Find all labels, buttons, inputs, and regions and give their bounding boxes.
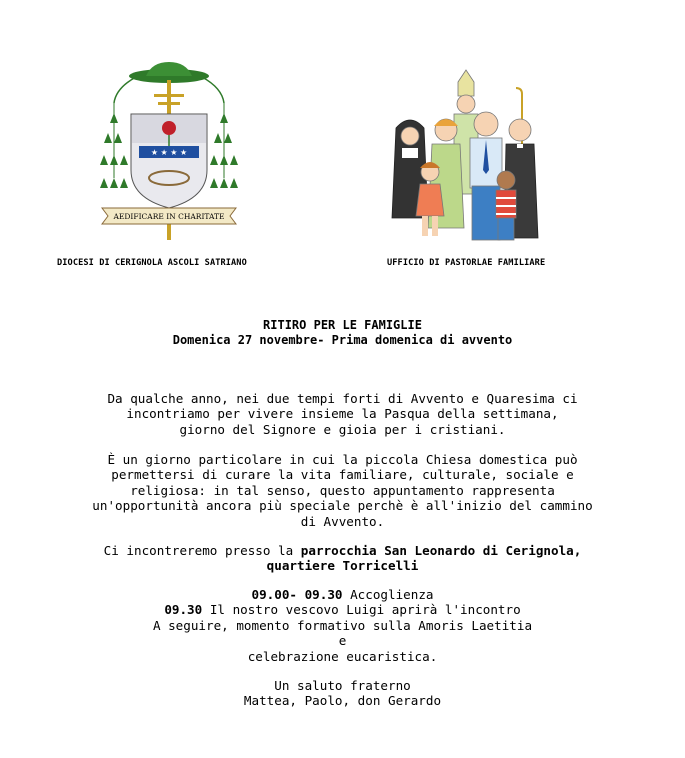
intro-line: incontriamo per vivere insieme la Pasqua della settimana, <box>126 406 559 422</box>
body-line: di Avvento. <box>300 513 385 529</box>
closing-greeting: Un saluto fraterno <box>274 678 411 693</box>
shield <box>131 114 207 208</box>
body-paragraph <box>0 452 685 529</box>
intro-line: Da qualche anno, nei due tempi forti di Avvento e Quaresima ci <box>107 391 578 406</box>
document-subtitle: Domenica 27 novembre- Prima domenica di avvento <box>172 333 513 347</box>
svg-text:★ ★ ★ ★: ★ ★ ★ ★ <box>150 148 188 157</box>
schedule <box>0 587 685 664</box>
diocese-caption: DIOCESI DI CERIGNOLA ASCOLI SATRIANO <box>57 258 247 268</box>
location-area: quartiere Torricelli <box>266 558 419 574</box>
schedule-event: Il nostro vescovo Luigi aprirà l'incontro <box>202 602 521 618</box>
rose-icon <box>162 121 176 135</box>
intro-line: giorno del Signore e gioia per i cristiani. <box>179 421 506 437</box>
schedule-time: 09.30 <box>164 602 203 618</box>
location-prefix: Ci incontreremo presso la <box>103 543 301 558</box>
tassels-left <box>100 103 128 188</box>
family-illustration <box>388 68 546 246</box>
closing <box>0 678 685 709</box>
motto-ribbon <box>102 208 236 224</box>
location-place: parrocchia San Leonardo di Cerignola, <box>300 543 582 558</box>
schedule-time: 09.00- 09.30 <box>251 587 343 602</box>
schedule-line: A seguire, momento formativo sulla Amoris Laetitia <box>152 617 533 633</box>
boy-figure <box>496 171 516 240</box>
closing-names: Mattea, Paolo, don Gerardo <box>243 693 442 709</box>
location-paragraph <box>0 543 685 574</box>
body-line: religiosa: in tal senso, questo appuntamento rappresenta <box>130 482 555 498</box>
schedule-item <box>0 587 685 602</box>
schedule-line: celebrazione eucaristica. <box>247 648 438 664</box>
schedule-line: e <box>338 633 347 649</box>
diocese-coat-of-arms <box>96 58 242 250</box>
office-caption: UFFICIO DI PASTORLAE FAMILIARE <box>387 258 546 268</box>
intro-paragraph <box>0 391 685 437</box>
motto-text: AEDIFICARE IN CHARITATE <box>113 212 225 221</box>
schedule-event: Accoglienza <box>342 587 434 602</box>
body-line: permettersi di curare la vita familiare, culturale, sociale e <box>111 467 574 483</box>
schedule-item <box>0 602 685 617</box>
location-line <box>0 543 685 558</box>
body-line: È un giorno particolare in cui la piccola Chiesa domestica può <box>107 452 578 467</box>
location-line <box>0 558 685 573</box>
tassels-right <box>210 103 238 188</box>
document-title: RITIRO PER LE FAMIGLIE <box>263 318 422 332</box>
body-line: un'opportunità ancora più speciale perchè è all'inizio del cammino <box>92 498 593 514</box>
